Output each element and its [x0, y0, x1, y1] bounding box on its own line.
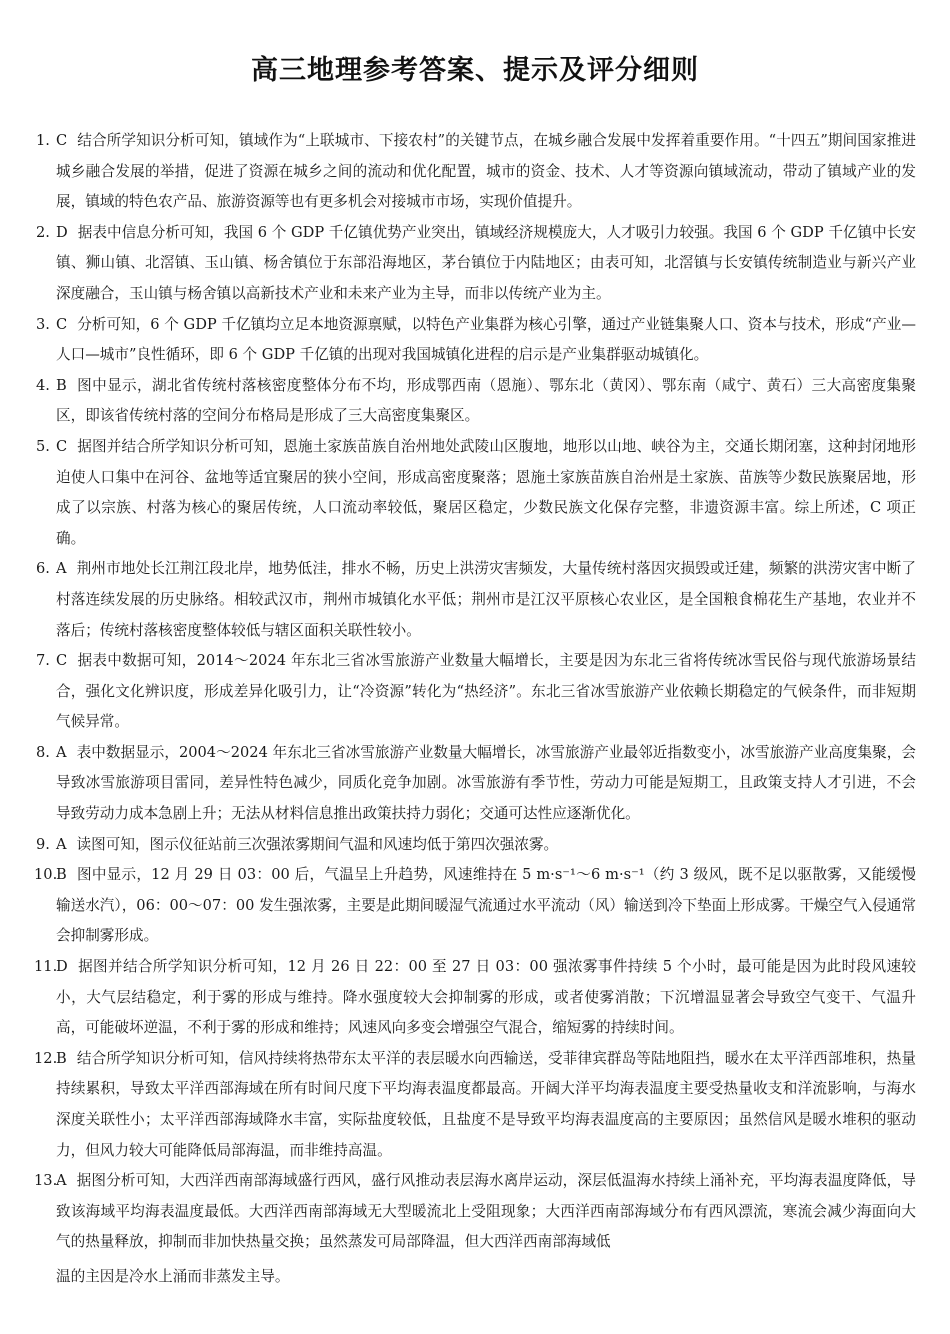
answer-explanation: 分析可知，6 个 GDP 千亿镇均立足本地资源禀赋，以特色产业集群为核心引擎，通过产业链集聚人口、资本与技术，形成“产业—人口—城市”良性循环，即 6 个 GDP 千亿镇的出现对我国城镇化进程的启示是产业集群驱动城镇化。	[56, 315, 916, 364]
item-number: 11.	[34, 958, 58, 976]
answer-explanation: 表中数据显示，2004～2024 年东北三省冰雪旅游产业数量大幅增长，冰雪旅游产业最邻近指数变小，冰雪旅游产业高度集聚，会导致冰雪旅游项目雷同，差异性特色减少，同质化竞争加剧。冰雪旅游有季节性，劳动力可能是短期工，且政策支持人才引进，不会导致劳动力成本急剧上升；无法从材料信息推出政策扶持力弱化；交通可达性应逐渐优化。	[56, 743, 916, 823]
answer-item	[36, 310, 916, 371]
answer-explanation: 结合所学知识分析可知，信风持续将热带东太平洋的表层暖水向西输送，受菲律宾群岛等陆地阻挡，暖水在太平洋西部堆积，热量持续累积，导致太平洋西部海域在所有时间尺度下平均海表温度都最高。开阔大洋平均海表温度主要受热量收支和洋流影响，与海水深度关联性小；太平洋西部海域降水丰富，实际盐度较低，且盐度不是导致平均海表温度高的主要原因；虽然信风是暖水堆积的驱动力，但风力较大可能降低局部海温，而非维持高温。	[56, 1049, 916, 1159]
answer-item	[36, 126, 916, 218]
answer-explanation: 图中显示，12 月 29 日 03：00 后，气温呈上升趋势，风速维持在 5 m·s⁻¹～6 m·s⁻¹（约 3 级风，既不足以驱散雾，又能缓慢输送水汽），06：00～07：00 发生强浓雾，主要是此期间暖湿气流通过水平流动（风）输送到冷下垫面上形成雾。干燥空气入侵通常会抑制雾形成。	[56, 866, 916, 945]
answer-item	[36, 738, 916, 830]
answer-item	[36, 218, 916, 310]
item-number: 7.	[36, 652, 50, 670]
item-number: 12.	[34, 1049, 58, 1067]
answer-item	[36, 952, 916, 1044]
answer-choice: D	[56, 958, 68, 976]
answer-choice: A	[56, 835, 67, 853]
answer-list	[36, 126, 916, 1258]
answer-explanation: 结合所学知识分析可知，镇域作为“上联城市、下接农村”的关键节点，在城乡融合发展中发挥着重要作用。“十四五”期间国家推进城乡融合发展的举措，促进了资源在城乡之间的流动和优化配置，城市的资金、技术、人才等资源向镇域流动，带动了镇域产业的发展，镇域的特色农产品、旅游资源等也有更多机会对接城市市场，实现价值提升。	[56, 132, 916, 211]
answer-choice: C	[56, 437, 68, 455]
answer-item	[36, 1166, 916, 1258]
answer-item	[36, 860, 916, 952]
item-number: 10.	[34, 866, 58, 884]
answer-item	[36, 830, 916, 861]
answer-explanation: 据图分析可知，大西洋西南部海域盛行西风，盛行风推动表层海水离岸运动，深层低温海水持续上涌补充，平均海表温度降低，导致该海域平均海表温度最低。大西洋西南部海域无大型暖流北上受阻现象；大西洋西南部海域分布有西风漂流，寒流会减少海面向大气的热量释放，抑制而非加快热量交换；虽然蒸发可局部降温，但大西洋西南部海域低	[56, 1172, 916, 1251]
item-number: 13.	[34, 1172, 58, 1190]
item-number: 1.	[36, 132, 50, 149]
answer-choice: C	[56, 132, 68, 149]
answer-choice: B	[56, 376, 67, 394]
answer-choice: A	[56, 560, 67, 578]
item-number: 6.	[36, 560, 50, 578]
answer-choice: C	[56, 315, 68, 333]
cropped-text-line	[56, 1262, 936, 1285]
answer-choice: A	[56, 1172, 67, 1190]
answer-explanation: 读图可知，图示仪征站前三次强浓雾期间气温和风速均低于第四次强浓雾。	[76, 835, 559, 853]
answer-explanation: 据图并结合所学知识分析可知，恩施土家族苗族自治州地处武陵山区腹地，地形以山地、峡谷为主，交通长期闭塞，这种封闭地形迫使人口集中在河谷、盆地等适宜聚居的狭小空间，形成高密度聚落；恩施土家族苗族自治州是土家族、苗族等少数民族聚居地，形成了以宗族、村落为核心的聚居传统，人口流动率较低，聚居区稳定，少数民族文化保存完整，非遗资源丰富。综上所述，C 项正确。	[56, 437, 916, 547]
answer-item	[36, 646, 916, 738]
answer-explanation: 荆州市地处长江荆江段北岸，地势低洼，排水不畅，历史上洪涝灾害频发，大量传统村落因灾损毁或迁建，频繁的洪涝灾害中断了村落连续发展的历史脉络。相较武汉市，荆州市城镇化水平低；荆州市是江汉平原核心农业区，是全国粮食棉花生产基地，农业并不落后；传统村落核密度整体较低与辖区面积关联性较小。	[56, 560, 916, 639]
answer-explanation: 据图并结合所学知识分析可知，12 月 26 日 22：00 至 27 日 03：00 强浓雾事件持续 5 个小时，最可能是因为此时段风速较小，大气层结稳定，利于雾的形成与维持。降水强度较大会抑制雾的形成，或者使雾消散；下沉增温显著会导致空气变干、气温升高，可能破坏逆温，不利于雾的形成和维持；风速风向多变会增强空气混合，缩短雾的持续时间。	[56, 958, 916, 1037]
answer-choice: B	[56, 1049, 67, 1067]
item-number: 9.	[36, 835, 50, 853]
answer-item	[36, 371, 916, 432]
item-number: 4.	[36, 376, 50, 394]
cropped-text: 温的主因是冷水上涌而非蒸发主导。	[56, 1268, 290, 1285]
answer-choice: C	[56, 652, 68, 670]
answer-explanation: 图中显示，湖北省传统村落核密度整体分布不均，形成鄂西南（恩施）、鄂东北（黄冈）、鄂东南（咸宁、黄石）三大高密度集聚区，即该省传统村落的空间分布格局是形成了三大高密度集聚区。	[56, 376, 916, 425]
answer-choice: A	[56, 743, 67, 761]
answer-item	[36, 432, 916, 554]
answer-explanation: 据表中信息分析可知，我国 6 个 GDP 千亿镇优势产业突出，镇域经济规模庞大，人才吸引力较强。我国 6 个 GDP 千亿镇中长安镇、狮山镇、北滘镇、玉山镇、杨舍镇位于东部沿海地区，茅台镇位于内陆地区；由表可知，北滘镇与长安镇传统制造业与新兴产业深度融合，玉山镇与杨舍镇以高新技术产业和未来产业为主导，而非以传统产业为主。	[56, 223, 916, 302]
item-number: 5.	[36, 437, 50, 455]
answer-choice: D	[56, 223, 68, 241]
answer-item	[36, 554, 916, 646]
answer-item	[36, 1044, 916, 1166]
answer-choice: B	[56, 866, 67, 884]
page-title: 高三地理参考答案、提示及评分细则	[251, 55, 699, 86]
item-number: 2.	[36, 223, 50, 241]
item-number: 3.	[36, 315, 50, 333]
answer-explanation: 据表中数据可知，2014～2024 年东北三省冰雪旅游产业数量大幅增长，主要是因为东北三省将传统冰雪民俗与现代旅游场景结合，强化文化辨识度，形成差异化吸引力，让“冷资源”转化为“热经济”。东北三省冰雪旅游产业依赖长期稳定的气候条件，而非短期气候异常。	[56, 652, 916, 731]
item-number: 8.	[36, 743, 50, 761]
